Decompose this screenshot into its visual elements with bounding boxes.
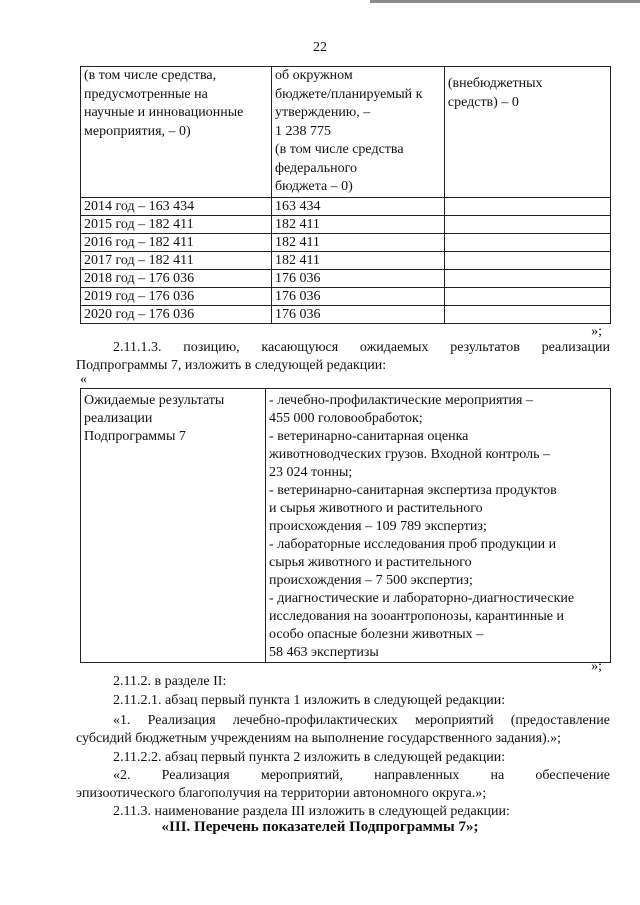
table-row xyxy=(81,287,611,305)
year-cell: 2015 год – 182 411 xyxy=(81,215,272,233)
table-row xyxy=(81,269,611,287)
list-item: - лечебно-профилактические мероприятия – 455 000 головообработок; xyxy=(269,393,533,426)
word: ожидаемых xyxy=(359,340,429,355)
financing-cell-scientific: (в том числе средства, предусмотренные на научные и инновационные мероприятия, – 0) xyxy=(81,67,272,198)
financing-header-row xyxy=(81,67,611,198)
amount-cell: 176 036 xyxy=(271,269,444,287)
results-label-cell: Ожидаемые результаты реализации Подпрограммы 7 xyxy=(81,389,266,663)
extra-cell xyxy=(444,305,610,323)
results-row xyxy=(81,389,611,663)
scan-edge-line xyxy=(370,0,640,3)
paragraph-2-11-1-3-line-1 xyxy=(113,339,610,357)
year-cell: 2016 год – 182 411 xyxy=(81,233,272,251)
table-row xyxy=(81,215,611,233)
financing-cell-budget: об окружном бюджете/планируемый к утверждению, – 1 238 775 (в том числе средства федерального бюджета – 0) xyxy=(271,67,444,198)
extra-cell xyxy=(444,215,610,233)
word: «2. xyxy=(113,768,131,783)
closing-quote-mark: »; xyxy=(591,659,602,674)
list-item: - ветеринарно-санитарная экспертиза продуктов и сырья животного и растительного происхождения – 109 789 экспертиз; xyxy=(269,483,557,534)
results-table xyxy=(80,388,611,663)
extra-cell xyxy=(444,269,610,287)
quote-2-line-1 xyxy=(113,767,610,785)
word: лечебно-профилактических xyxy=(232,713,398,728)
closing-quote-mark: »; xyxy=(591,324,602,339)
results-items-cell xyxy=(266,389,611,663)
table-row xyxy=(81,251,611,269)
line-2-11-3: 2.11.3. наименование раздела III изложить в следующей редакции: xyxy=(113,804,510,819)
paragraph-2-11-1-3-line-2: Подпрограммы 7, изложить в следующей редакции: xyxy=(76,358,387,373)
word: результатов xyxy=(450,340,520,355)
table-row xyxy=(81,233,611,251)
word: на xyxy=(490,768,505,783)
amount-cell: 163 434 xyxy=(271,197,444,215)
financing-table xyxy=(80,66,611,324)
quote-1-line-1 xyxy=(113,712,610,730)
word: касающуюся xyxy=(261,340,339,355)
extra-cell xyxy=(444,233,610,251)
word: (предоставление xyxy=(510,713,610,728)
word: позицию, xyxy=(183,340,240,355)
table-row xyxy=(81,197,611,215)
amount-cell: 182 411 xyxy=(271,233,444,251)
extra-cell xyxy=(444,251,610,269)
line-2-11-2-1: 2.11.2.1. абзац первый пункта 1 изложить в следующей редакции: xyxy=(113,693,506,708)
extra-cell xyxy=(444,197,610,215)
section-heading: «III. Перечень показателей Подпрограммы 7»; xyxy=(161,819,479,835)
list-item: - диагностические и лабораторно-диагностические исследования на зооантропонозы, карантинные и особо опасные болезни животных – 58 463 экспертизы xyxy=(269,591,575,660)
opening-quote-mark: « xyxy=(80,372,87,387)
word: направленных xyxy=(374,768,460,783)
word: 2.11.1.3. xyxy=(113,340,162,355)
word: «1. xyxy=(113,713,131,728)
word: мероприятий xyxy=(414,713,494,728)
year-cell: 2019 год – 176 036 xyxy=(81,287,272,305)
line-2-11-2: 2.11.2. в разделе II: xyxy=(113,674,227,689)
word: Реализация xyxy=(161,768,230,783)
quote-1-line-2: субсидий бюджетным учреждениям на выполнение государственного задания).»; xyxy=(76,731,562,746)
extra-cell xyxy=(444,287,610,305)
amount-cell: 182 411 xyxy=(271,215,444,233)
year-cell: 2017 год – 182 411 xyxy=(81,251,272,269)
page-number: 22 xyxy=(313,40,327,55)
line-2-11-2-2: 2.11.2.2. абзац первый пункта 2 изложить в следующей редакции: xyxy=(113,750,506,765)
year-cell: 2020 год – 176 036 xyxy=(81,305,272,323)
table-row xyxy=(81,305,611,323)
amount-cell: 176 036 xyxy=(271,287,444,305)
amount-cell: 182 411 xyxy=(271,251,444,269)
word: обеспечение xyxy=(535,768,610,783)
year-cell: 2018 год – 176 036 xyxy=(81,269,272,287)
word: Реализация xyxy=(147,713,216,728)
word: реализации xyxy=(541,340,610,355)
amount-cell: 176 036 xyxy=(271,305,444,323)
word: мероприятий, xyxy=(260,768,343,783)
list-item: - лабораторные исследования проб продукции и сырья животного и растительного происхождения – 7 500 экспертиз; xyxy=(269,537,557,588)
list-item: - ветеринарно-санитарная оценка животноводческих грузов. Входной контроль – 23 024 тонны; xyxy=(269,429,550,480)
quote-2-line-2: эпизоотического благополучия на территории автономного округа.»; xyxy=(76,786,487,801)
financing-cell-extrabudget: (внебюджетных средств) – 0 xyxy=(444,67,610,198)
year-cell: 2014 год – 163 434 xyxy=(81,197,272,215)
